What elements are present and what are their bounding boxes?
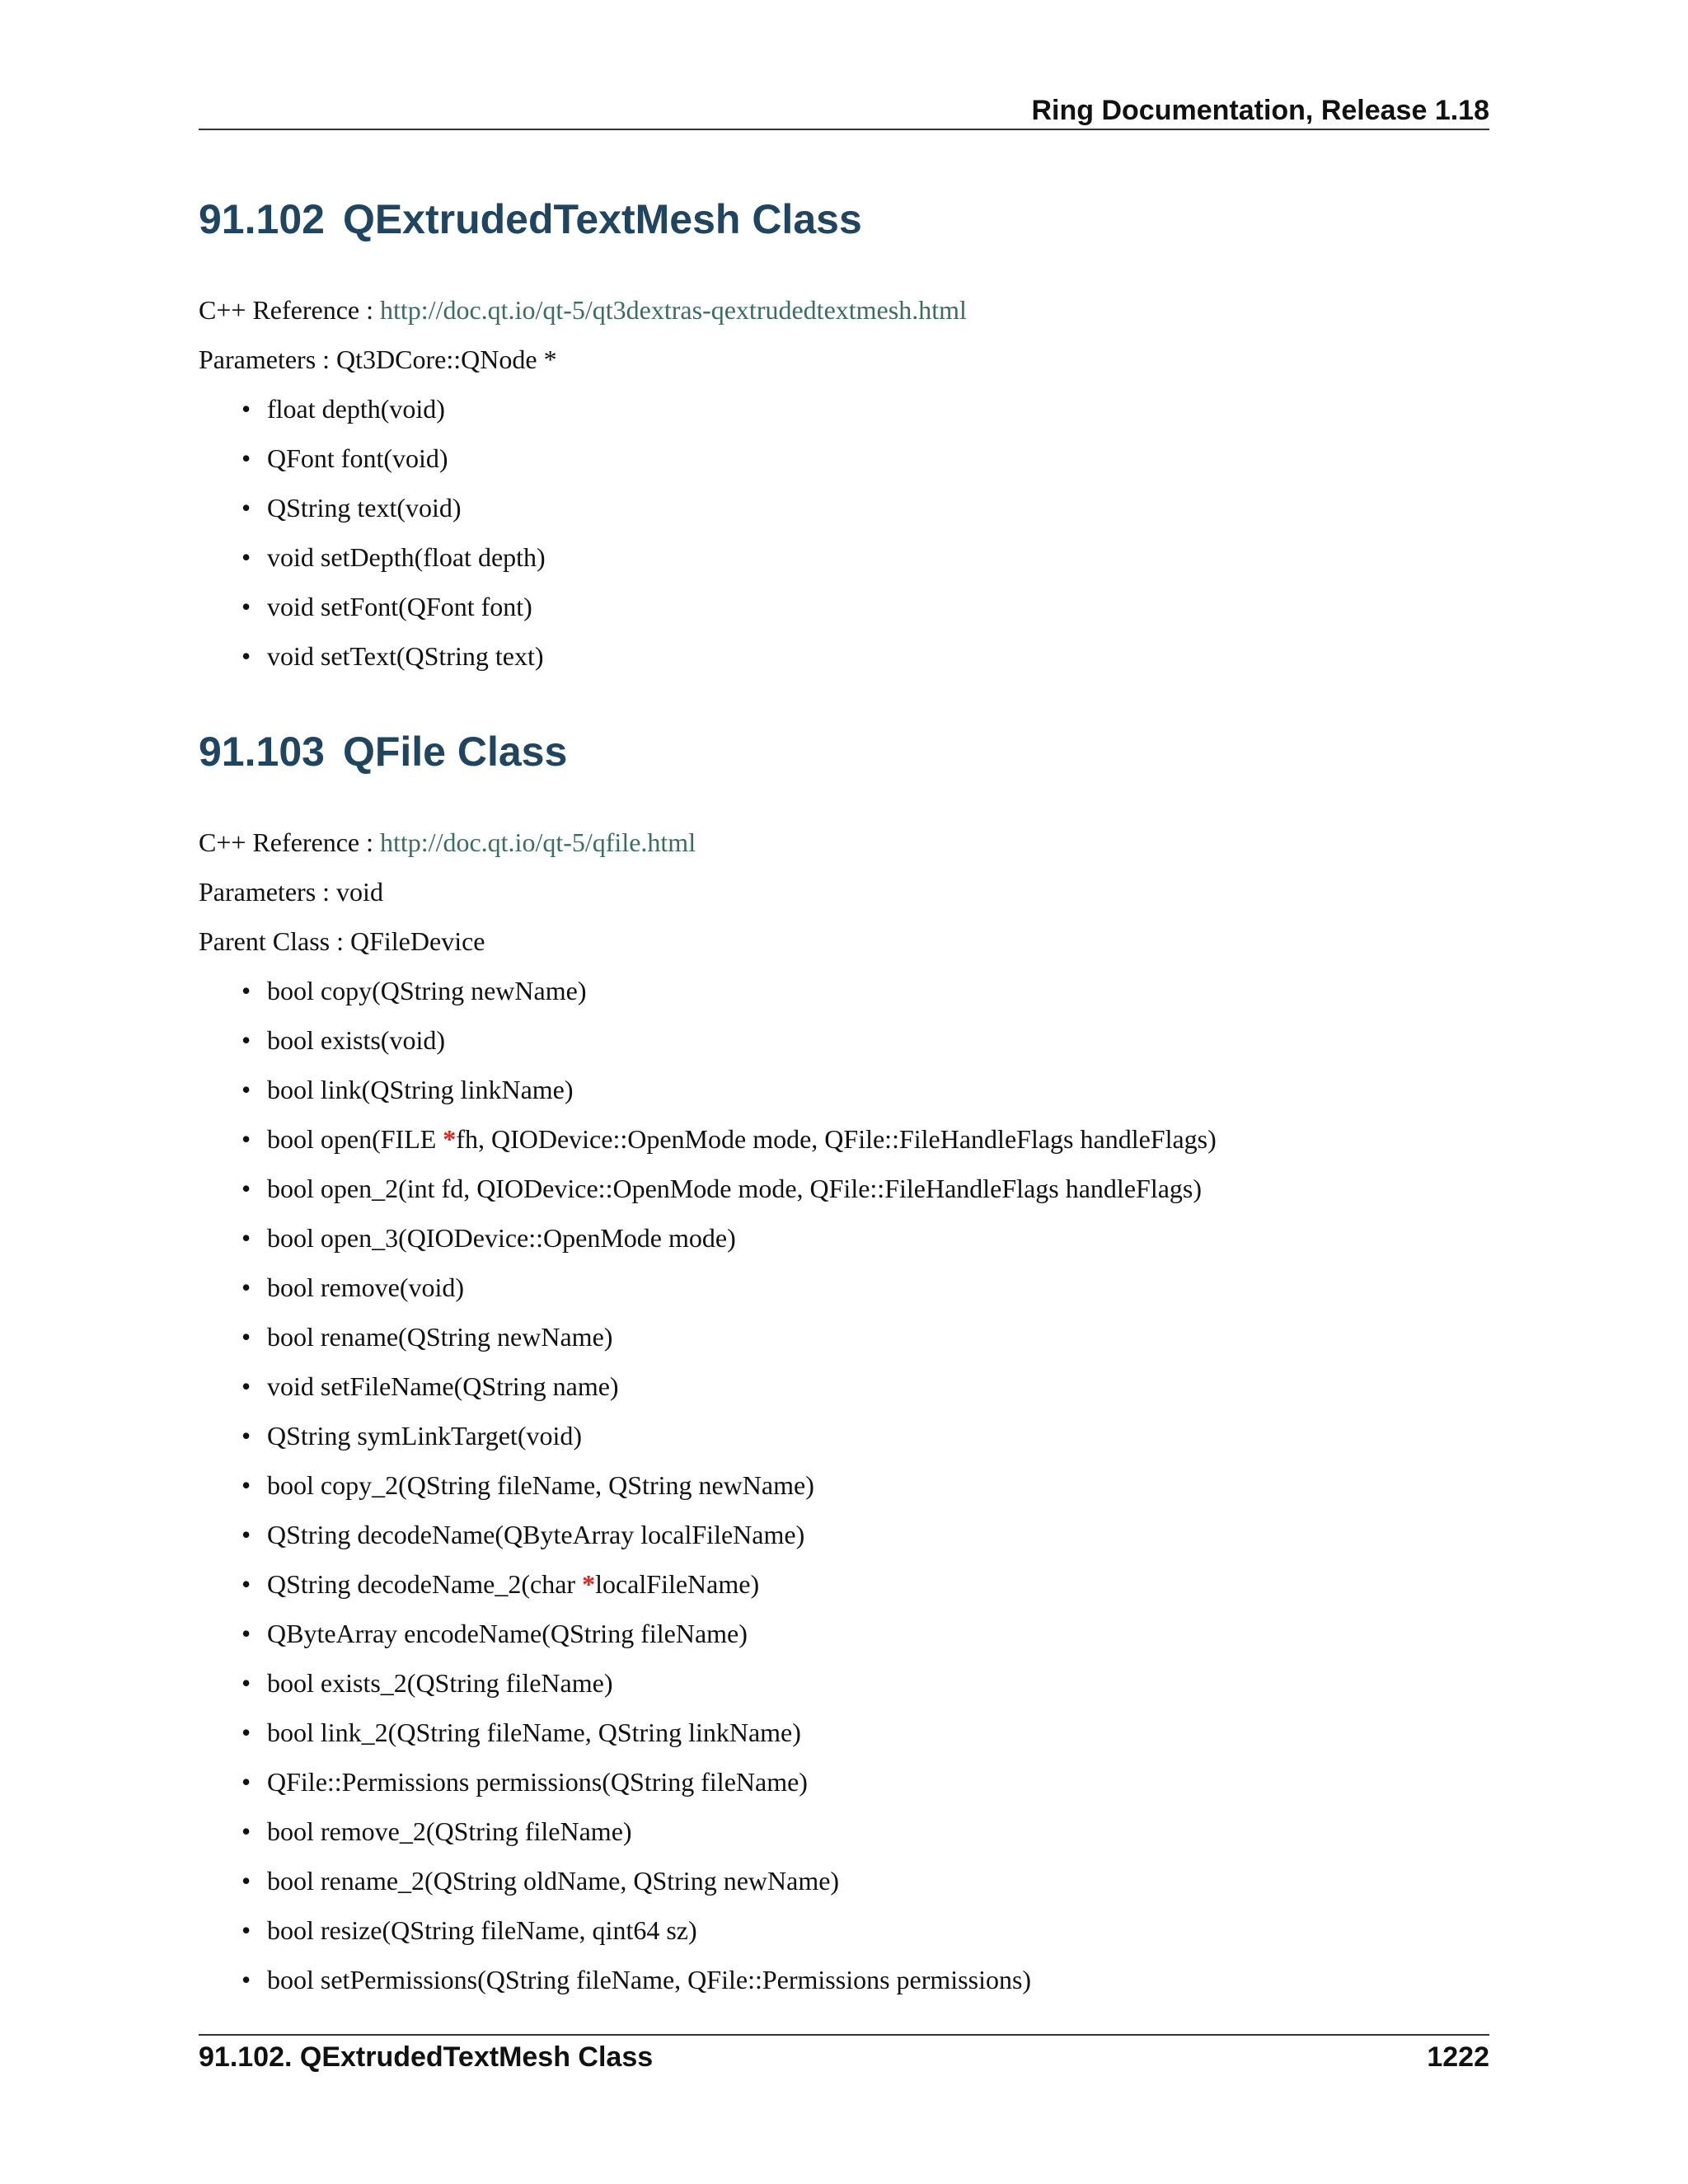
method-item xyxy=(241,1015,1489,1065)
method-item xyxy=(241,1164,1489,1213)
bullet-icon: • xyxy=(241,1718,251,1747)
method-item xyxy=(241,1757,1489,1807)
method-item xyxy=(241,582,1489,631)
bullet-icon: • xyxy=(241,493,251,523)
method-signature: QString decodeName(QByteArray localFileName) xyxy=(267,1520,805,1549)
parameters-line: Parameters : Qt3DCore::QNode * xyxy=(199,344,557,374)
bullet-icon: • xyxy=(241,1470,251,1500)
method-signature: QFile::Permissions permissions(QString fileName) xyxy=(267,1767,808,1797)
running-footer xyxy=(199,2034,1489,2080)
method-item xyxy=(241,483,1489,532)
cpp-reference-label: C++ Reference : xyxy=(199,827,380,857)
bullet-icon: • xyxy=(241,443,251,473)
method-signature: bool open_3(QIODevice::OpenMode mode) xyxy=(267,1223,736,1253)
bullet-icon: • xyxy=(241,1520,251,1549)
bullet-icon: • xyxy=(241,1174,251,1203)
bullet-icon: • xyxy=(241,1619,251,1648)
section-number: 91.102 xyxy=(199,196,325,242)
bullet-icon: • xyxy=(241,641,251,671)
method-item xyxy=(241,1658,1489,1708)
method-item xyxy=(241,1263,1489,1312)
bullet-icon: • xyxy=(241,394,251,424)
bullet-icon: • xyxy=(241,1915,251,1945)
method-signature: bool link(QString linkName) xyxy=(267,1075,574,1104)
method-signature: bool resize(QString fileName, qint64 sz) xyxy=(267,1915,697,1945)
method-signature: QFont font(void) xyxy=(267,443,448,473)
pointer-asterisk: * xyxy=(582,1569,596,1599)
method-item xyxy=(241,1114,1489,1164)
method-list xyxy=(199,384,1489,681)
method-signature: bool rename(QString newName) xyxy=(267,1322,613,1352)
method-item xyxy=(241,966,1489,1015)
method-item xyxy=(241,1955,1489,2004)
bullet-icon: • xyxy=(241,1767,251,1797)
method-item xyxy=(241,1213,1489,1263)
bullet-icon: • xyxy=(241,1371,251,1401)
bullet-icon: • xyxy=(241,1421,251,1451)
section-number: 91.103 xyxy=(199,729,325,775)
running-header xyxy=(199,91,1489,130)
method-signature: void setFont(QFont font) xyxy=(267,592,532,621)
method-item xyxy=(241,1065,1489,1114)
footer-page-number: 1222 xyxy=(1427,2041,1489,2073)
section-heading xyxy=(199,186,1489,252)
bullet-icon: • xyxy=(241,1025,251,1055)
method-item xyxy=(241,1708,1489,1757)
method-signature: QString text(void) xyxy=(267,493,462,523)
cpp-reference xyxy=(199,818,1489,867)
method-item xyxy=(241,1361,1489,1411)
bullet-icon: • xyxy=(241,1272,251,1302)
cpp-reference-link[interactable]: http://doc.qt.io/qt-5/qt3dextras-qextrudedtextmesh.html xyxy=(380,295,967,325)
method-signature: bool remove(void) xyxy=(267,1272,465,1302)
method-list xyxy=(199,966,1489,2004)
parent-class-line: Parent Class : QFileDevice xyxy=(199,926,485,956)
cpp-reference-label: C++ Reference : xyxy=(199,295,380,325)
method-signature: void setFileName(QString name) xyxy=(267,1371,619,1401)
bullet-icon: • xyxy=(241,1322,251,1352)
method-signature: bool rename_2(QString oldName, QString newName) xyxy=(267,1866,840,1896)
method-signature: QString decodeName_2(char *localFileName) xyxy=(267,1569,760,1599)
bullet-icon: • xyxy=(241,1965,251,1994)
method-item xyxy=(241,1905,1489,1955)
section-qfile xyxy=(199,719,1489,2004)
method-item xyxy=(241,1559,1489,1609)
bullet-icon: • xyxy=(241,976,251,1005)
method-signature: bool link_2(QString fileName, QString linkName) xyxy=(267,1718,801,1747)
section-title: QFile Class xyxy=(342,729,568,775)
method-signature: bool copy_2(QString fileName, QString newName) xyxy=(267,1470,814,1500)
method-item xyxy=(241,631,1489,681)
bullet-icon: • xyxy=(241,1866,251,1896)
bullet-icon: • xyxy=(241,592,251,621)
method-item xyxy=(241,1609,1489,1658)
method-signature: bool copy(QString newName) xyxy=(267,976,587,1005)
bullet-icon: • xyxy=(241,1569,251,1599)
method-item xyxy=(241,1510,1489,1559)
method-signature: bool remove_2(QString fileName) xyxy=(267,1816,632,1846)
method-item xyxy=(241,1312,1489,1361)
method-signature: bool setPermissions(QString fileName, QFile::Permissions permissions) xyxy=(267,1965,1032,1994)
method-item xyxy=(241,1856,1489,1905)
bullet-icon: • xyxy=(241,1223,251,1253)
method-signature: void setDepth(float depth) xyxy=(267,542,546,572)
pointer-asterisk: * xyxy=(443,1124,457,1154)
method-signature: float depth(void) xyxy=(267,394,445,424)
bullet-icon: • xyxy=(241,1668,251,1698)
method-signature: bool exists(void) xyxy=(267,1025,445,1055)
bullet-icon: • xyxy=(241,1075,251,1104)
method-item xyxy=(241,532,1489,582)
footer-section-title: 91.102. QExtrudedTextMesh Class xyxy=(199,2041,654,2073)
method-item xyxy=(241,434,1489,483)
section-qextrudedtextmesh xyxy=(199,186,1489,681)
section-heading xyxy=(199,719,1489,785)
bullet-icon: • xyxy=(241,1124,251,1154)
method-item xyxy=(241,1807,1489,1856)
bullet-icon: • xyxy=(241,542,251,572)
method-item xyxy=(241,1460,1489,1510)
method-signature: QByteArray encodeName(QString fileName) xyxy=(267,1619,748,1648)
method-signature: QString symLinkTarget(void) xyxy=(267,1421,583,1451)
method-item xyxy=(241,1411,1489,1460)
running-header-title: Ring Documentation, Release 1.18 xyxy=(1031,95,1489,126)
method-signature: void setText(QString text) xyxy=(267,641,544,671)
parameters-line: Parameters : void xyxy=(199,877,383,907)
cpp-reference-link[interactable]: http://doc.qt.io/qt-5/qfile.html xyxy=(380,827,696,857)
method-item xyxy=(241,384,1489,434)
cpp-reference xyxy=(199,285,1489,335)
bullet-icon: • xyxy=(241,1816,251,1846)
section-title: QExtrudedTextMesh Class xyxy=(342,196,862,242)
method-signature: bool exists_2(QString fileName) xyxy=(267,1668,613,1698)
method-signature: bool open(FILE *fh, QIODevice::OpenMode mode, QFile::FileHandleFlags handleFlags) xyxy=(267,1124,1217,1154)
method-signature: bool open_2(int fd, QIODevice::OpenMode mode, QFile::FileHandleFlags handleFlags) xyxy=(267,1174,1203,1203)
